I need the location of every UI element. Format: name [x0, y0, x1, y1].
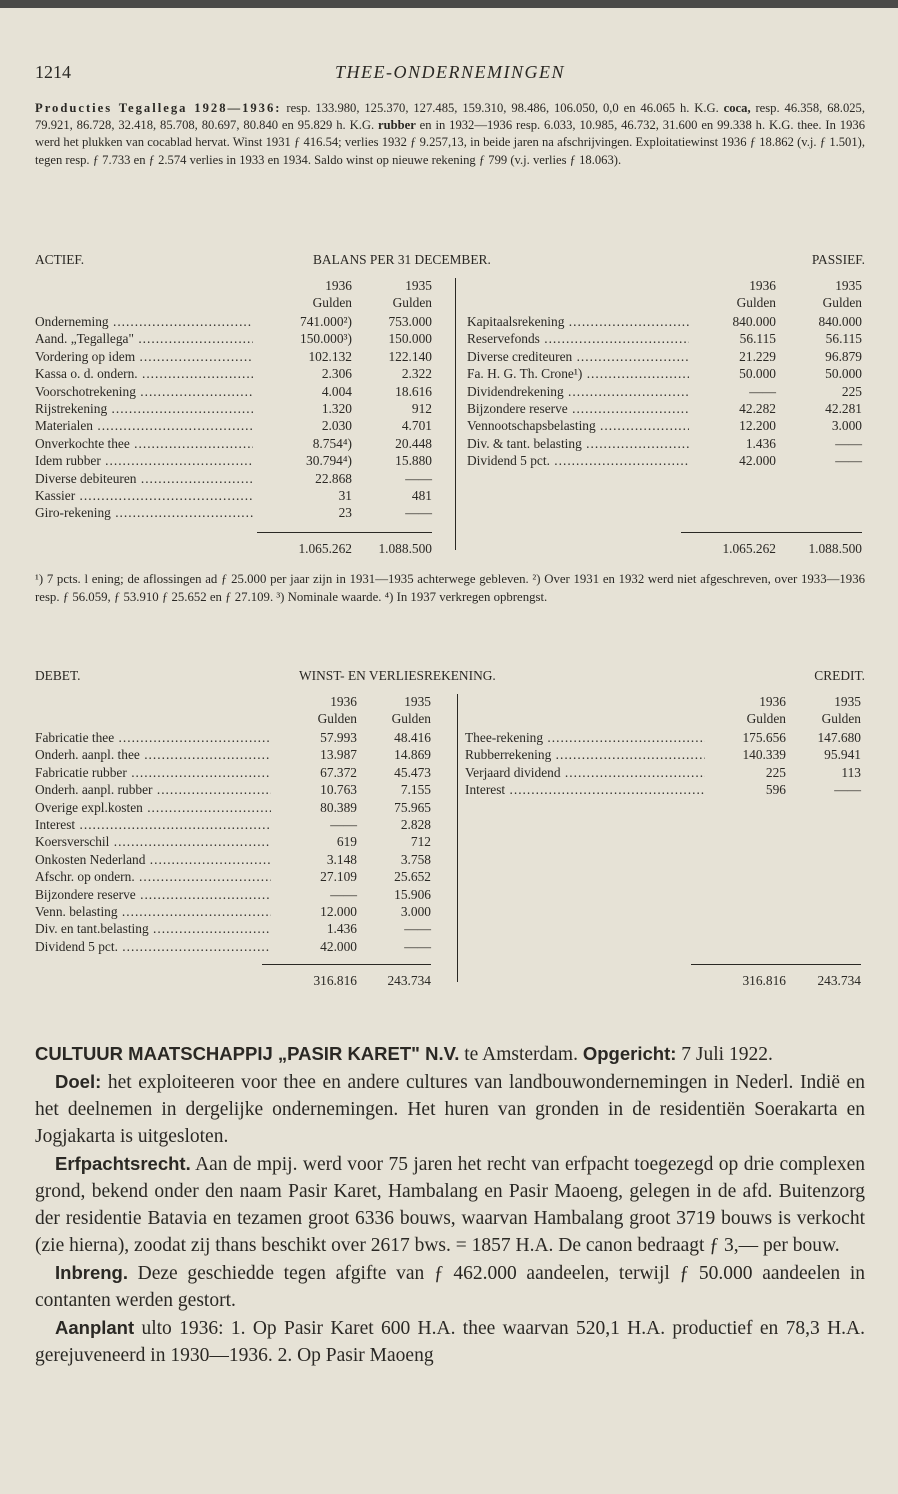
left-unit-1935: Gulden: [392, 295, 432, 310]
pl-title: WINST- EN VERLIESREKENING.: [299, 668, 496, 683]
page-number: 1214: [35, 62, 71, 82]
balans-right-row-value-1936: 1.436: [745, 435, 776, 451]
wv-right-row-value-1936: 225: [765, 764, 786, 780]
left-year-1936: 1936: [330, 694, 357, 709]
right-unit-1935: Gulden: [822, 295, 862, 310]
wv-left-row-value-1935: 48.416: [394, 730, 431, 745]
balans-right-row-value-1936: 50.000: [739, 366, 776, 382]
wv-left-row-value-1936: 27.109: [320, 869, 357, 885]
doel-label: Doel:: [55, 1071, 102, 1092]
wv-left-row-label: Fabricatie thee .....: [35, 729, 271, 746]
wv-right-row-value-1936: 140.339: [742, 747, 786, 763]
balance-title: BALANS PER 31 DECEMBER.: [313, 252, 491, 267]
wv-left-row-value-1936: 13.987: [320, 747, 357, 763]
wv-left-row-value-1935: ——: [404, 938, 431, 954]
balans-left-row-value-1935: 15.880: [395, 453, 432, 469]
balans-left-row-value-1935: 4.701: [401, 418, 432, 434]
right-unit-1936: Gulden: [746, 711, 786, 726]
balans-left-total-1935: 1.088.500: [378, 541, 432, 556]
left-year-1935: 1935: [404, 694, 431, 709]
balans-right-row-label: Fa. H. G. Th. Crone¹) .....: [467, 365, 689, 382]
right-year-1935: 1935: [835, 278, 862, 293]
wv-left-row-value-1936: 1.436: [326, 921, 357, 937]
balans-right-row-value-1935: 56.115: [825, 331, 862, 347]
balans-left-row-value-1936: 2.030: [321, 418, 352, 434]
balans-right-row-value-1935: 96.879: [825, 348, 862, 364]
balans-right-row-value-1935: 840.000: [818, 314, 862, 329]
production-text-3: en in 1932—1936 resp. 6.033, 10.985, 46.732, 31.600 en 99.338 h. K.G. thee. In 1936 werd het plukken van cocablad hervat. Winst 1931 ƒ 416.54; verlies 1932 ƒ 9.257,13, in beide jaren na afschrijvingen. Exploitatiewinst 1936 ƒ 18.862 (v.j. ƒ 1.501), tegen resp. ƒ 7.733 en ƒ 2.574 verlies in 1933 en 1934. Saldo winst op nieuwe rekening ƒ 799 (v.j. verlies ƒ 18.063).: [35, 118, 865, 167]
left-year-1936: 1936: [325, 278, 352, 293]
balans-left-row-label: Diverse debiteuren .....: [35, 470, 253, 487]
wv-left-row-value-1936: 10.763: [320, 782, 357, 798]
aanplant-paragraph: [35, 1314, 865, 1369]
wv-left-row-label: Afschr. op ondern. .....: [35, 868, 271, 885]
wv-left-row-value-1935: 2.828: [400, 817, 431, 832]
wv-left-row-label: Dividend 5 pct. .....: [35, 938, 271, 955]
pl-right-heading: CREDIT.: [814, 668, 865, 683]
left-year-1935: 1935: [405, 278, 432, 293]
balans-left-row-label: Kassier .....: [35, 487, 253, 504]
wv-left-row-label: Onkosten Nederland .....: [35, 851, 271, 868]
balans-right-row-label: Div. & tant. belasting .....: [467, 435, 689, 452]
wv-left-row-value-1935: 3.000: [400, 904, 431, 919]
wv-left-total-rule: [262, 964, 431, 965]
balans-left-row-value-1935: 2.322: [401, 366, 432, 382]
wv-right-row-value-1935: ——: [834, 782, 861, 798]
doel-paragraph: [35, 1068, 865, 1150]
production-text-2: resp. 46.358, 68.025, 79.921, 86.728, 32.418, 85.708, 80.697, 80.840 en 95.829 h. K.G.: [35, 101, 865, 133]
wv-left-row-value-1936: 57.993: [320, 730, 357, 745]
left-unit-1936: Gulden: [317, 711, 357, 726]
balans-column-divider: [455, 278, 456, 550]
wv-left-row-value-1936: 42.000: [320, 938, 357, 954]
wv-right-row-label: Verjaard dividend .....: [465, 764, 705, 781]
production-paragraph: [35, 100, 865, 169]
wv-left-row-label: Interest .....: [35, 816, 271, 833]
balans-left-row-value-1935: 20.448: [395, 435, 432, 451]
balans-right-row-value-1935: 50.000: [825, 366, 862, 382]
erfpacht-label: Erfpachtsrecht.: [55, 1153, 191, 1174]
balans-right-row-value-1936: ——: [749, 383, 776, 399]
balans-left-row-value-1935: 18.616: [395, 383, 432, 399]
wv-left-row-value-1936: ——: [330, 886, 357, 902]
production-rubber: rubber: [378, 118, 416, 133]
balans-right-row-value-1936: 56.115: [739, 331, 776, 347]
balans-left-row-label: Vordering op idem .....: [35, 348, 253, 365]
company-section: [35, 1040, 865, 1369]
wv-left-row-label: Onderh. aanpl. rubber .....: [35, 781, 271, 798]
wv-right-row-label: Thee-rekening .....: [465, 729, 705, 746]
balans-right-row-value-1936: 42.282: [739, 401, 776, 416]
wv-right-total-1936: 316.816: [742, 973, 786, 988]
wv-right-row-value-1935: 95.941: [824, 747, 861, 763]
right-unit-1935: Gulden: [821, 711, 861, 726]
balans-left-row-value-1936: 8.754⁴): [312, 435, 352, 451]
founded-label: Opgericht:: [582, 1043, 677, 1064]
wv-left-row-label: Div. en tant.belasting .....: [35, 920, 271, 937]
right-unit-1936: Gulden: [736, 295, 776, 310]
inbreng-label: Inbreng.: [55, 1262, 128, 1283]
balans-left-total-rule: [257, 532, 432, 533]
balans-right-row-value-1935: 42.281: [825, 401, 862, 416]
balans-left-row-value-1935: 122.140: [388, 348, 432, 364]
balans-left-row-value-1935: ——: [405, 470, 432, 486]
erfpacht-paragraph: [35, 1150, 865, 1259]
inbreng-text: Deze geschiedde tegen afgifte van ƒ 462.000 aandeelen, terwijl ƒ 50.000 aandeelen in contanten werden gestort.: [35, 1263, 865, 1311]
wv-left-row-label: Overige expl.kosten .....: [35, 799, 271, 816]
inbreng-paragraph: [35, 1259, 865, 1314]
balans-left-row-label: Onderneming .....: [35, 313, 253, 330]
right-year-1936: 1936: [749, 278, 776, 293]
balans-left-row-value-1936: 2.306: [321, 366, 352, 382]
erfpacht-text: Aan de mpij. werd voor 75 jaren het recht van erfpacht toegezegd op drie complexen grond, bekend onder den naam Pasir Karet, Hambalang en Pasir Maoeng, gelegen in de afd. Buitenzorg der residentie Batavia en tezamen groot 6336 bouws, waarvan Hambalang groot 3719 bouws is verkocht (zie hierna), zoodat zij thans beschikt over 2617 bws. = 1857 H.A. De canon bedraagt ƒ 3,— per bouw.: [35, 1154, 865, 1256]
balans-right-row-label: Diverse crediteuren .....: [467, 348, 689, 365]
balans-left-row-label: Materialen .....: [35, 417, 253, 434]
wv-right-row-label: Interest .....: [465, 781, 705, 798]
wv-right-row-value-1935: 113: [841, 764, 861, 780]
balans-left-row-value-1935: 753.000: [388, 314, 432, 329]
wv-left-row-value-1936: 80.389: [320, 799, 357, 815]
wv-left-total-1935: 243.734: [387, 973, 431, 988]
company-location: te Amsterdam.: [459, 1044, 583, 1065]
balans-left-row-value-1936: 102.132: [308, 348, 352, 364]
wv-left-row-value-1936: ——: [330, 817, 357, 832]
wv-left-row-label: Venn. belasting .....: [35, 903, 271, 920]
balans-left-row-label: Idem rubber .....: [35, 452, 253, 469]
footnotes: ¹) 7 pcts. l ening; de aflossingen ad ƒ 25.000 per jaar zijn in 1931—1935 achterwege gebleven. ²) Over 1931 en 1932 werd niet afgeschreven, over 1933—1936 resp. ƒ 56.059, ƒ 53.910 ƒ 25.652 en ƒ 27.109. ³) Nominale waarde. ⁴) In 1937 verkregen opbrengst.: [35, 572, 865, 604]
balans-right-row-label: Vennootschapsbelasting .....: [467, 417, 689, 434]
balans-left-row-value-1936: 1.320: [321, 401, 352, 416]
balance-sheet: [35, 252, 865, 562]
doel-text: het exploiteeren voor thee en andere cultures van landbouwondernemingen in Nederl. Indië en het deelnemen in dergelijke ondernemingen. Het huren van gronden in de residentiën Soerakarta en Jogjakarta is uitgesloten.: [35, 1072, 865, 1147]
wv-left-row-value-1935: 712: [410, 834, 431, 850]
wv-left-total-1936: 316.816: [313, 973, 357, 988]
wv-left-row-value-1936: 3.148: [326, 851, 357, 867]
left-unit-1935: Gulden: [391, 711, 431, 726]
wv-left-row-value-1935: 25.652: [394, 869, 431, 885]
wv-left-row-value-1935: 7.155: [400, 782, 431, 798]
balans-right-total-rule: [681, 532, 862, 533]
wv-right-row-value-1936: 175.656: [742, 730, 786, 745]
wv-left-row-value-1936: 12.000: [320, 904, 357, 919]
company-name: CULTUUR MAATSCHAPPIJ „PASIR KARET" N.V.: [35, 1043, 460, 1064]
wv-left-row-value-1935: 45.473: [394, 764, 431, 780]
balans-right-total-1935: 1.088.500: [808, 541, 862, 556]
wv-left-row-value-1936: 67.372: [320, 764, 357, 780]
balans-left-row-value-1936: 741.000²): [300, 314, 352, 329]
page-header: [35, 62, 865, 86]
profit-loss-account: [35, 668, 865, 993]
balans-right-row-label: Kapitaalsrekening .....: [467, 313, 689, 330]
balans-left-row-value-1936: 4.004: [321, 383, 352, 399]
balans-right-row-value-1936: 21.229: [739, 348, 776, 364]
wv-right-total-1935: 243.734: [817, 973, 861, 988]
pl-left-heading: DEBET.: [35, 668, 81, 683]
balans-right-row-label: Reservefonds .....: [467, 330, 689, 347]
wv-left-row-value-1935: 75.965: [394, 799, 431, 815]
left-unit-1936: Gulden: [312, 295, 352, 310]
balans-left-row-label: Giro-rekening .....: [35, 504, 253, 521]
balans-right-row-label: Dividendrekening .....: [467, 383, 689, 400]
wv-left-row-label: Bijzondere reserve .....: [35, 886, 271, 903]
balans-right-row-label: Dividend 5 pct. .....: [467, 452, 689, 469]
balans-left-row-label: Rijstrekening .....: [35, 400, 253, 417]
balans-left-row-value-1936: 150.000³): [300, 331, 352, 347]
balans-right-row-value-1936: 12.200: [739, 418, 776, 434]
balance-left-heading: ACTIEF.: [35, 252, 85, 267]
aanplant-text: ulto 1936: 1. Op Pasir Karet 600 H.A. thee waarvan 520,1 H.A. productief en 78,3 H.A. gerejuveneerd in 1930—1936. 2. Op Pasir Maoeng: [35, 1318, 865, 1366]
balans-right-row-value-1935: ——: [835, 435, 862, 451]
balans-left-row-value-1936: 31: [338, 488, 352, 503]
wv-right-row-label: Rubberrekening .....: [465, 746, 705, 763]
balans-right-row-value-1935: ——: [835, 453, 862, 469]
balans-left-row-label: Onverkochte thee .....: [35, 435, 253, 452]
running-title: THEE-ONDERNEMINGEN: [335, 62, 565, 82]
balans-left-row-value-1935: ——: [405, 505, 432, 521]
wv-right-total-rule: [691, 964, 861, 965]
balance-right-heading: PASSIEF.: [811, 252, 865, 267]
balans-left-total-1936: 1.065.262: [298, 541, 352, 556]
wv-left-row-value-1936: 619: [336, 834, 357, 850]
right-year-1936: 1936: [759, 694, 786, 709]
founded-date: 7 Juli 1922.: [676, 1044, 773, 1065]
production-lead: Producties Tegallega 1928—1936:: [35, 101, 282, 115]
right-year-1935: 1935: [834, 694, 861, 709]
wv-right-row-value-1935: 147.680: [817, 730, 861, 745]
balans-right-row-value-1935: 3.000: [831, 418, 862, 434]
wv-right-row-value-1936: 596: [765, 782, 786, 798]
wv-left-row-value-1935: 3.758: [400, 851, 431, 867]
wv-left-row-label: Koersverschil .....: [35, 833, 271, 850]
balans-left-row-value-1935: 481: [411, 488, 432, 503]
balans-left-row-label: Kassa o. d. ondern. .....: [35, 365, 253, 382]
balans-left-row-value-1936: 23: [338, 505, 352, 521]
balans-left-row-value-1935: 912: [411, 401, 432, 416]
balans-left-row-label: Aand. „Tegallega" .....: [35, 330, 253, 347]
wv-left-row-label: Onderh. aanpl. thee .....: [35, 746, 271, 763]
scan-top-edge: [0, 0, 898, 8]
production-coca: coca,: [723, 101, 751, 115]
wv-column-divider: [457, 694, 458, 982]
company-heading: [35, 1040, 865, 1068]
balans-left-row-value-1935: 150.000: [388, 331, 432, 347]
balans-right-row-value-1936: 42.000: [739, 453, 776, 469]
balans-left-row-value-1936: 30.794⁴): [306, 453, 352, 469]
balans-left-row-value-1936: 22.868: [315, 470, 352, 486]
wv-left-row-value-1935: ——: [404, 921, 431, 937]
wv-left-row-label: Fabricatie rubber .....: [35, 764, 271, 781]
balans-right-row-label: Bijzondere reserve .....: [467, 400, 689, 417]
aanplant-label: Aanplant: [55, 1317, 135, 1338]
balans-right-row-value-1935: 225: [841, 383, 862, 399]
wv-left-row-value-1935: 15.906: [394, 886, 431, 902]
production-text-1: resp. 133.980, 125.370, 127.485, 159.310, 98.486, 106.050, 0,0 en 46.065 h. K.G.: [281, 101, 724, 115]
balans-left-row-label: Voorschotrekening .....: [35, 383, 253, 400]
wv-left-row-value-1935: 14.869: [394, 747, 431, 763]
balans-right-total-1936: 1.065.262: [722, 541, 776, 556]
balans-right-row-value-1936: 840.000: [732, 314, 776, 329]
